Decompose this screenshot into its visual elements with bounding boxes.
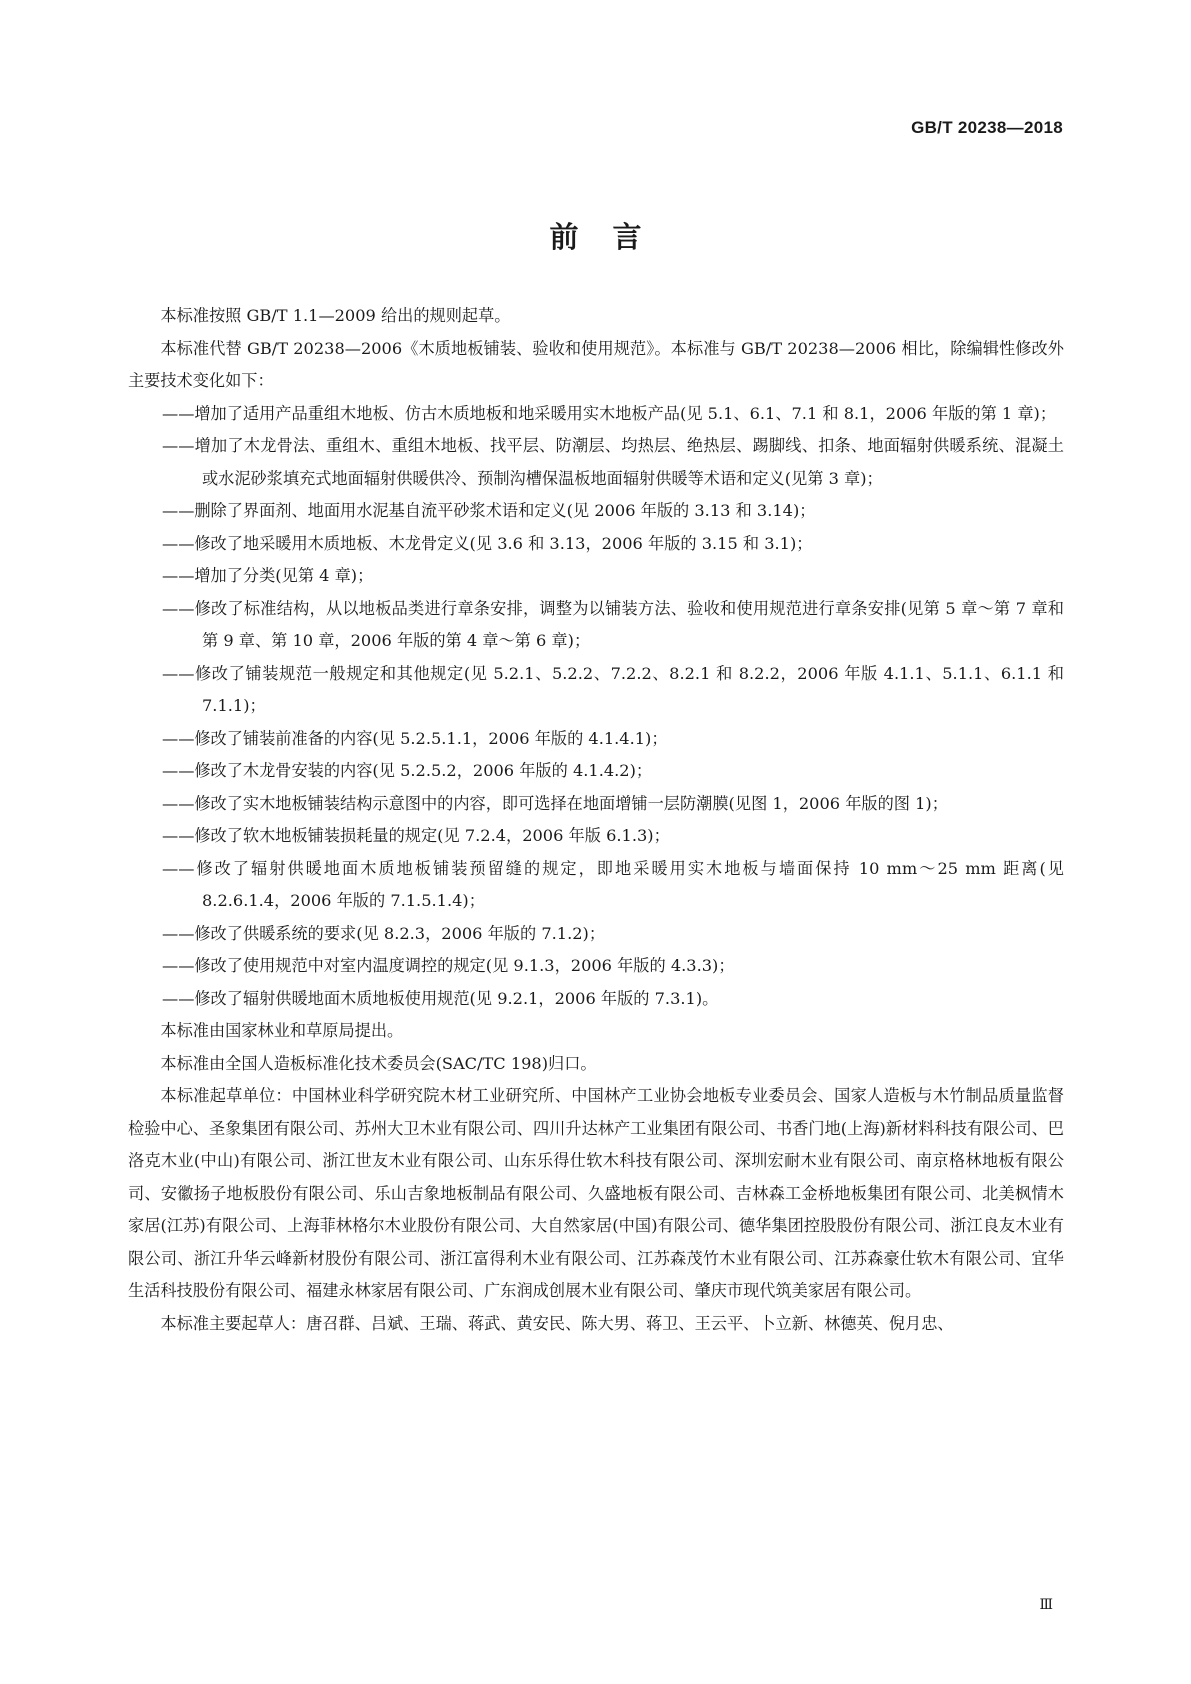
paragraph-proposer: 本标准由国家林业和草原局提出。	[160, 1021, 404, 1040]
paragraph-drafting-units: 本标准起草单位：中国林业科学研究院木材工业研究所、中国林产工业协会地板专业委员会、国家人造板与木竹制品质量监督检验中心、圣象集团有限公司、苏州大卫木业有限公司、四川升达林产工业集团有限公司、书香门地(上海)新材料科技有限公司、巴洛克木业(中山)有限公司、浙江世友木业有限公司、山东乐得仕软木科技有限公司、深圳宏耐木业有限公司、南京格林地板有限公司、安徽扬子地板股份有限公司、乐山吉象地板制品有限公司、久盛地板有限公司、吉林森工金桥地板集团有限公司、北美枫情木家居(江苏)有限公司、上海菲林格尔木业股份有限公司、大自然家居(中国)有限公司、德华集团控股股份有限公司、浙江良友木业有限公司、浙江升华云峰新材股份有限公司、浙江富得利木业有限公司、江苏森茂竹木业有限公司、江苏森豪仕软木有限公司、宜华生活科技股份有限公司、福建永林家居有限公司、广东润成创展木业有限公司、肇庆市现代筑美家居有限公司。	[128, 1086, 1064, 1300]
list-item: ——增加了木龙骨法、重组木、重组木地板、找平层、防潮层、均热层、绝热层、踢脚线、扣条、地面辐射供暖系统、混凝土或水泥砂浆填充式地面辐射供暖供冷、预制沟槽保温板地面辐射供暖等术语和定义(见第 3 章)；	[162, 436, 1064, 488]
page-number: Ⅲ	[1039, 1597, 1053, 1613]
paragraph-drafters: 本标准主要起草人：唐召群、吕斌、王瑞、蒋武、黄安民、陈大男、蒋卫、王云平、卜立新、林德英、倪月忠、	[160, 1313, 954, 1333]
list-item: ——修改了铺装前准备的内容(见 5.2.5.1.1，2006 年版的 4.1.4.1)；	[162, 728, 668, 748]
list-item: ——修改了使用规范中对室内温度调控的规定(见 9.1.3，2006 年版的 4.3.3)；	[162, 956, 735, 975]
list-item: ——修改了木龙骨安装的内容(见 5.2.5.2，2006 年版的 4.1.4.2)；	[162, 761, 653, 780]
list-item: ——增加了适用产品重组木地板、仿古木质地板和地采暖用实木地板产品(见 5.1、6.1、7.1 和 8.1，2006 年版的第 1 章)；	[162, 403, 1057, 423]
list-item: ——删除了界面剂、地面用水泥基自流平砂浆术语和定义(见 2006 年版的 3.13 和 3.14)；	[162, 501, 816, 520]
technical-changes-list	[128, 398, 1064, 1016]
list-item: ——修改了辐射供暖地面木质地板铺装预留缝的规定，即地采暖用实木地板与墙面保持 10 mm～25 mm 距离(见 8.2.6.1.4，2006 年版的 7.1.5.1.4)；	[162, 858, 1064, 910]
list-item: ——修改了辐射供暖地面木质地板使用规范(见 9.2.1，2006 年版的 7.3.1)。	[162, 988, 719, 1008]
paragraph-committee: 本标准由全国人造板标准化技术委员会(SAC/TC 198)归口。	[160, 1053, 597, 1073]
list-item: ——修改了供暖系统的要求(见 8.2.3，2006 年版的 7.1.2)；	[162, 923, 606, 943]
list-item: ——修改了标准结构，从以地板品类进行章条安排，调整为以铺装方法、验收和使用规范进行章条安排(见第 5 章～第 7 章和第 9 章、第 10 章，2006 年版的第 4 章～第 6 章)；	[162, 598, 1064, 650]
list-item: ——修改了铺装规范一般规定和其他规定(见 5.2.1、5.2.2、7.2.2、8.2.1 和 8.2.2，2006 年版 4.1.1、5.1.1、6.1.1 和 7.1.1)；	[162, 663, 1064, 715]
page-title: 前言	[549, 220, 676, 254]
list-item: ——修改了地采暖用木质地板、木龙骨定义(见 3.6 和 3.13，2006 年版的 3.15 和 3.1)；	[162, 533, 813, 553]
standard-number-header: GB/T 20238—2018	[911, 118, 1063, 137]
list-item: ——增加了分类(见第 4 章)；	[162, 566, 374, 585]
list-item: ——修改了软木地板铺装损耗量的规定(见 7.2.4，2006 年版 6.1.3)；	[162, 826, 670, 845]
preface-body	[128, 300, 1064, 1340]
paragraph-replacement: 本标准代替 GB/T 20238—2006《木质地板铺装、验收和使用规范》。本标准与 GB/T 20238—2006 相比，除编辑性修改外主要技术变化如下：	[128, 338, 1064, 390]
list-item: ——修改了实木地板铺装结构示意图中的内容，即可选择在地面增铺一层防潮膜(见图 1，2006 年版的图 1)；	[162, 793, 948, 813]
paragraph-drafting-rules: 本标准按照 GB/T 1.1—2009 给出的规则起草。	[160, 306, 511, 325]
